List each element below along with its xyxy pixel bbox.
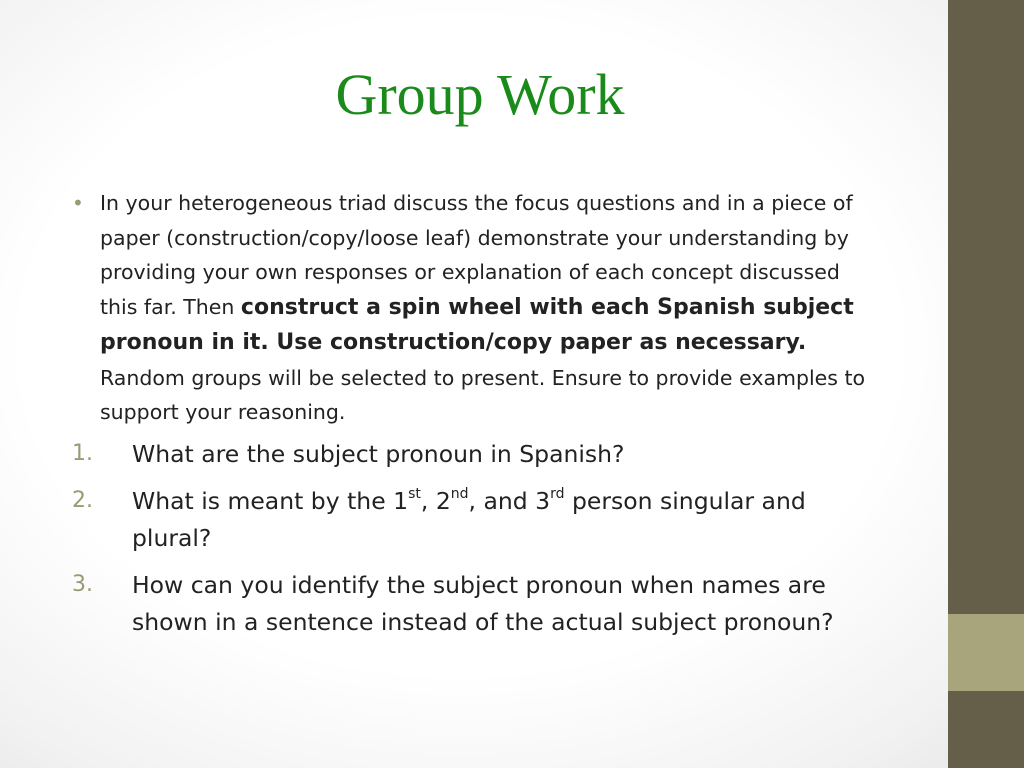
bullet-intro: In your heterogeneous triad discuss the focus questions and in a piece of paper (construction/copy/loose leaf) demonstrate your understanding by providing your own responses or explanation of each concept discussed this far. Then	[100, 191, 853, 319]
question-number: 1.	[72, 440, 93, 466]
question-text: What are the subject pronoun in Spanish?	[132, 439, 625, 468]
ordinal-suffix: st	[408, 485, 421, 502]
slide-body	[72, 186, 888, 651]
question-number: 2.	[72, 487, 93, 513]
question-text-part: What is meant by the 1	[132, 486, 409, 515]
question-text-part: , 2	[420, 486, 451, 515]
sidebar-accent-block	[948, 614, 1024, 691]
bullet-icon: •	[72, 191, 84, 215]
ordinal-suffix: rd	[550, 485, 565, 502]
question-item	[72, 567, 888, 641]
ordinal-suffix: nd	[450, 485, 469, 502]
slide-title: Group Work	[335, 62, 625, 127]
bullet-text	[100, 186, 870, 430]
question-text: How can you identify the subject pronoun when names are shown in a sentence instead of the actual subject pronoun?	[132, 570, 834, 636]
bullet-item	[72, 186, 888, 430]
question-number: 3.	[72, 571, 93, 597]
questions-list	[72, 436, 888, 641]
question-text-part: person singular and plural?	[132, 486, 806, 552]
bullet-emphasis: construct a spin wheel with each Spanish subject pronoun in it. Use construction/copy paper as necessary.	[100, 294, 854, 355]
question-item	[72, 436, 888, 473]
bullet-outro: Random groups will be selected to present. Ensure to provide examples to support your reasoning.	[100, 365, 866, 424]
question-text-part: , and 3	[468, 486, 551, 515]
question-text	[132, 483, 888, 557]
question-item	[72, 483, 888, 557]
